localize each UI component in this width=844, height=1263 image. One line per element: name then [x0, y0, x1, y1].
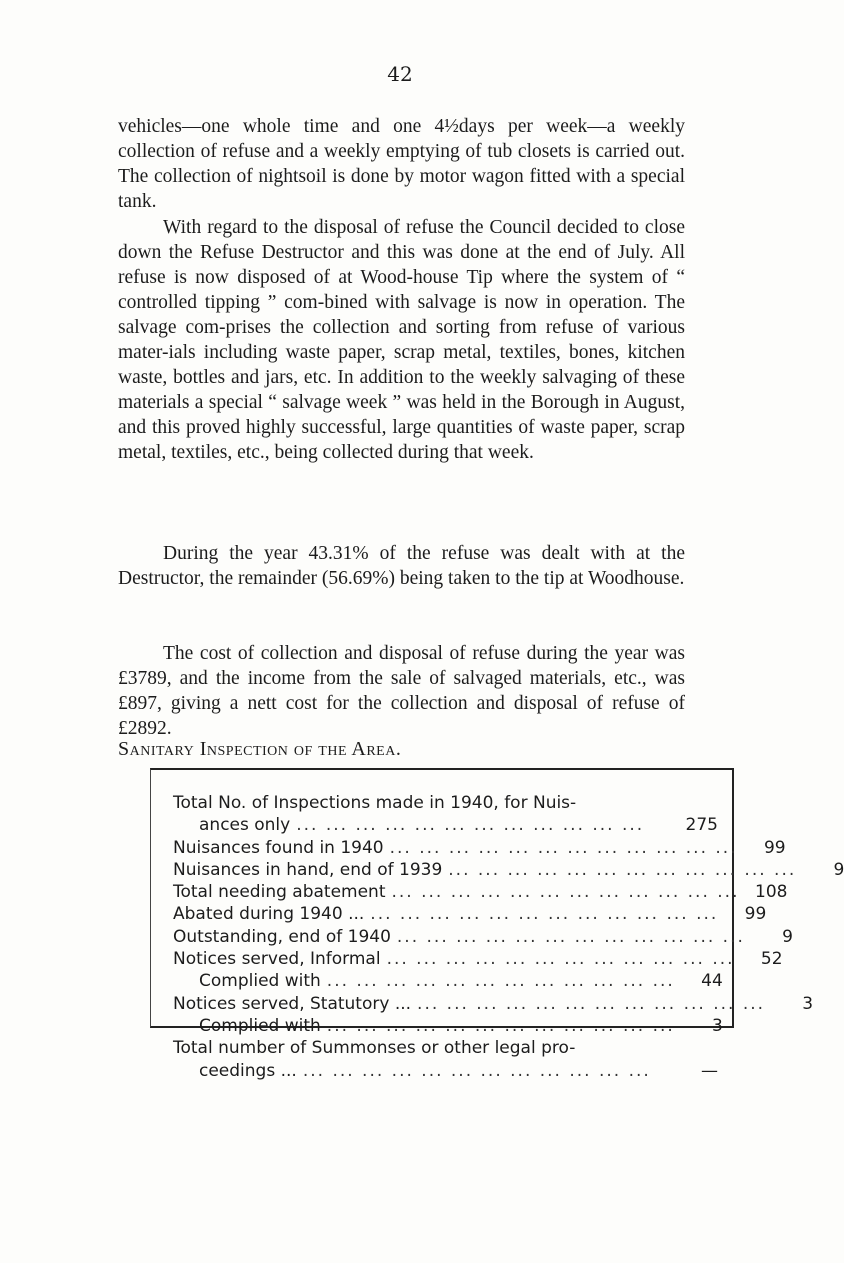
- table-row-label: ances only: [199, 815, 291, 836]
- leader-dots: ... ... ... ... ... ... ... ... ... ... ... ...: [389, 837, 738, 858]
- table-row-value: 99: [744, 904, 767, 925]
- table-row-label: Total number of Summonses or other legal pro-: [173, 1038, 576, 1059]
- paragraph-refuse-collection: vehicles—one whole time and one 4½days per week—a weekly collection of refuse and a weekly emptying of tub closets is carried out. The collection of nightsoil is done by motor wagon fitted with a special tank.: [118, 116, 685, 212]
- table-row-label: Nuisances found in 1940: [173, 837, 384, 858]
- table-row-label: Notices served, Statutory ...: [173, 993, 412, 1014]
- leader-dots: ... ... ... ... ... ... ... ... ... ... ... ...: [302, 1060, 651, 1081]
- table-row-value: 9: [782, 926, 793, 947]
- table-row-label: Nuisances in hand, end of 1939: [173, 859, 443, 880]
- table-row-label: ceedings ...: [199, 1060, 297, 1081]
- section-heading: Sanitary Inspection of the Area.: [118, 738, 402, 760]
- leader-dots: ... ... ... ... ... ... ... ... ... ... ... ...: [448, 859, 797, 880]
- table-row-value: 3: [802, 993, 814, 1014]
- leader-dots: ... ... ... ... ... ... ... ... ... ... ... ...: [296, 815, 645, 836]
- table-row-value: 3: [711, 1015, 723, 1036]
- table-row-label: Total No. of Inspections made in 1940, for Nuis-: [173, 793, 577, 813]
- table-row-value: 108: [755, 882, 788, 903]
- table-row-label-first-line: [173, 792, 718, 814]
- table-row-label: Complied with: [199, 1015, 321, 1036]
- paragraph-refuse-disposal: With regard to the disposal of refuse the Council decided to close down the Refuse Destructor and this was done at the end of July. All refuse is now disposed of at Wood-house Tip where the system of “ controlled tipping ” com-bined with salvage is now in operation. The salvage com-prises the collection and sorting from refuse of various mater-ials including waste paper, scrap metal, textiles, bones, kitchen waste, bottles and jars, etc. In addition to the weekly salvaging of these materials a special “ salvage week ” was held in the Borough in August, and this proved highly successful, large quantities of waste paper, scrap metal, textiles, etc., being collected during that week.: [118, 217, 685, 463]
- leader-dots: ... ... ... ... ... ... ... ... ... ... ... ...: [326, 1015, 675, 1036]
- table-row: [173, 948, 783, 970]
- table-row-value: 99: [763, 837, 786, 858]
- leader-dots: ... ... ... ... ... ... ... ... ... ... ... ...: [417, 993, 766, 1014]
- page-number: 42: [387, 62, 413, 86]
- table-row-label: Abated during 1940 ...: [173, 904, 365, 925]
- table-row: [173, 1060, 718, 1082]
- table-row-label: Complied with: [199, 971, 321, 992]
- table-row: [173, 1015, 723, 1037]
- table-row-value: 9: [833, 859, 844, 880]
- table-row-value: 275: [685, 815, 718, 836]
- leader-dots: ... ... ... ... ... ... ... ... ... ... ... ...: [370, 904, 719, 925]
- table-row-label: Notices served, Informal: [173, 949, 381, 970]
- table-row-value: 44: [701, 971, 723, 992]
- leader-dots: ... ... ... ... ... ... ... ... ... ... ... ...: [326, 971, 675, 992]
- table-row: [173, 814, 718, 836]
- table-row: [173, 993, 814, 1015]
- table-row-label: Outstanding, end of 1940: [173, 926, 391, 947]
- leader-dots: ... ... ... ... ... ... ... ... ... ... ... ...: [396, 926, 745, 947]
- table-row: [173, 903, 767, 925]
- paragraph-destructor-percentage: During the year 43.31% of the refuse was dealt with at the Destructor, the remainder (56.69%) being taken to the tip at Woodhouse.: [118, 543, 685, 589]
- table-row: [173, 926, 793, 948]
- table-row: [173, 970, 723, 992]
- paragraph-refuse-cost: The cost of collection and disposal of refuse during the year was £3789, and the income from the sale of salvaged materials, etc., was £897, giving a nett cost for the collection and disposal of refuse of £2892.: [118, 643, 685, 739]
- table-row: [173, 837, 786, 859]
- leader-dots: ... ... ... ... ... ... ... ... ... ... ... ...: [391, 882, 740, 903]
- inspection-table-rows: [173, 792, 844, 1082]
- table-row-label: Total needing abatement: [173, 882, 386, 903]
- table-row-label-first-line: [173, 1037, 718, 1059]
- table-row-value: 52: [760, 949, 783, 970]
- table-row: [173, 859, 844, 881]
- leader-dots: ... ... ... ... ... ... ... ... ... ... ... ...: [386, 949, 735, 970]
- table-row: [173, 881, 788, 903]
- inspection-table: [150, 768, 844, 1081]
- table-row-value: —: [701, 1060, 718, 1081]
